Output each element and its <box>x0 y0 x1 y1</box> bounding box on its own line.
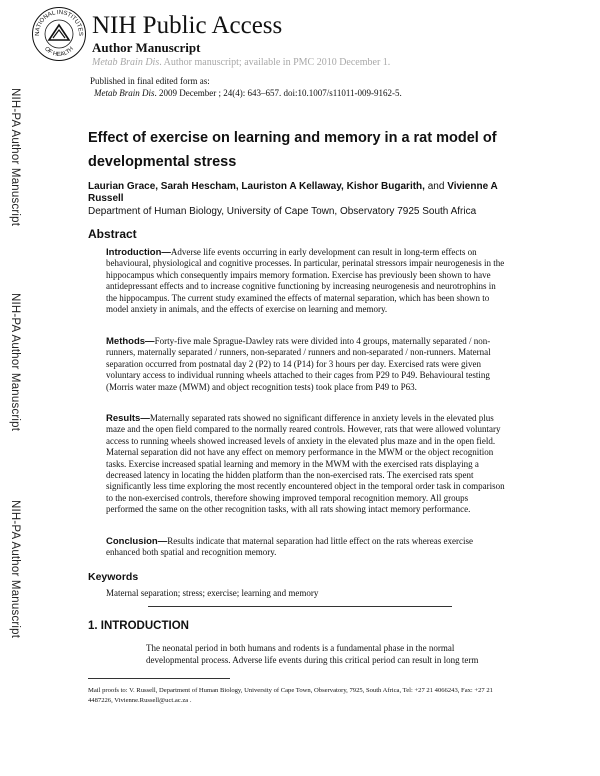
keywords-heading: Keywords <box>88 571 139 583</box>
keywords-text: Maternal separation; stress; exercise; learning and memory <box>106 588 319 598</box>
publication-line: Published in final edited form as: <box>90 76 210 86</box>
introduction-text: The neonatal period in both humans and rodents is a fundamental phase in the normal developmental process. Adverse life events during this critical period can result in long term <box>146 643 479 665</box>
author-list <box>88 181 508 205</box>
introduction-heading: 1. INTRODUCTION <box>88 620 189 632</box>
authors-main: Laurian Grace, Sarah Hescham, Lauriston A Kellaway, Kishor Bugarith, <box>88 181 425 192</box>
header-journal-line <box>92 57 390 68</box>
footnote-mail-proofs: Mail proofs to: V. Russell, Department of Human Biology, University of Cape Town, Observatory, 7925, South Africa, Tel: +27 21 4066243, Fax: +27 21 4487226, Vivienne.Russell@uct.ac.za . <box>88 687 493 704</box>
abstract-section-text: Adverse life events occurring in early development can result in long-term effects on behavioural, physiological and cognitive processes. In particular, perinatal stressors impair neurogenesis in the hippocampus which consequently impairs memory formation. Exercise has previously been shown to have antidepressant effects and to increase cognitive functioning by increasing neurogenesis and neurotrophins in the hippocampus. The current study examined the effects of maternal separation, which has been shown to model anxiety in animals, and the effects of exercise on learning and memory. <box>106 247 505 315</box>
sidebar-label-2: NIH-PA Author Manuscript <box>9 293 21 432</box>
abstract-section-label: Methods— <box>106 336 155 347</box>
abstract-section-text: Forty-five male Sprague-Dawley rats were divided into 4 groups, maternally separated / non-runners, maternally separated / runners, non-separated / runners and non-separated / non-runners. Maternal separation occurred from postnatal day 2 (P2) to 14 (P14) for 3 hours per day. Exercised rats were given voluntary access to individual running wheels attached to their cages from P29 to P49. Behavioural testing (Morris water maze (MWM) and object recognition tests) took place from P49 to P63. <box>106 336 491 392</box>
logo-text-top: NATIONAL INSTITUTES <box>34 9 84 36</box>
logo-text-bottom: OF HEALTH <box>43 46 75 59</box>
header-journal-name: Metab Brain Dis <box>92 57 160 68</box>
section-divider <box>148 606 452 607</box>
publication-journal: Metab Brain Dis <box>94 88 155 98</box>
abstract-section-label: Introduction— <box>106 247 171 258</box>
nih-logo <box>31 6 87 62</box>
abstract-conclusion <box>106 536 506 559</box>
header-title: NIH Public Access <box>92 12 283 39</box>
abstract-section-text: Results indicate that maternal separation had little effect on the rats whereas exercise enhanced both spatial and recognition memory. <box>106 536 473 558</box>
header-subtitle: Author Manuscript <box>92 40 201 55</box>
abstract-heading: Abstract <box>88 227 137 241</box>
abstract-section-text: Maternally separated rats showed no significant difference in anxiety levels in the elevated plus maze and the open field compared to the normally reared controls. However, rats that were allowed voluntary access to running wheels showed increased levels of anxiety in the elevated plus maze and in the open field. Maternal separation did not have any effect on memory performance in the MWM or the object recognition tasks. Exercise increased spatial learning and memory in the MWM with the exercised rats displaying a decreased latency in locating the hidden platform than the non-exercised rats. The exercised rats spent significantly less time exploring the most recently encountered object in the temporal order task in comparison to the non-exercised controls, therefore showing improved temporal recognition memory. All groups performed the same on the other recognition tasks, with all rats showing intact memory performance. <box>106 413 505 515</box>
publication-citation-text: . 2009 December ; 24(4): 643–657. doi:10.1007/s11011-009-9162-5. <box>154 88 402 98</box>
authors-and: and <box>427 181 445 192</box>
abstract-section-label: Results— <box>106 413 150 424</box>
abstract-methods <box>106 336 506 393</box>
header-availability: . Author manuscript; available in PMC 2010 December 1. <box>159 57 391 68</box>
publication-citation <box>90 87 402 99</box>
abstract-section-label: Conclusion— <box>106 536 168 547</box>
sidebar-label-3: NIH-PA Author Manuscript <box>9 500 21 639</box>
authors-last: Vivienne A Russell <box>88 181 498 204</box>
article-title: Effect of exercise on learning and memory in a rat model of developmental stress <box>88 130 497 170</box>
abstract-introduction <box>106 247 506 315</box>
sidebar-label-1: NIH-PA Author Manuscript <box>9 88 21 227</box>
affiliation: Department of Human Biology, University of Cape Town, Observatory 7925 South Africa <box>88 206 477 217</box>
publication-info <box>90 75 402 99</box>
abstract-results <box>106 413 506 516</box>
footnote-divider <box>88 678 230 679</box>
